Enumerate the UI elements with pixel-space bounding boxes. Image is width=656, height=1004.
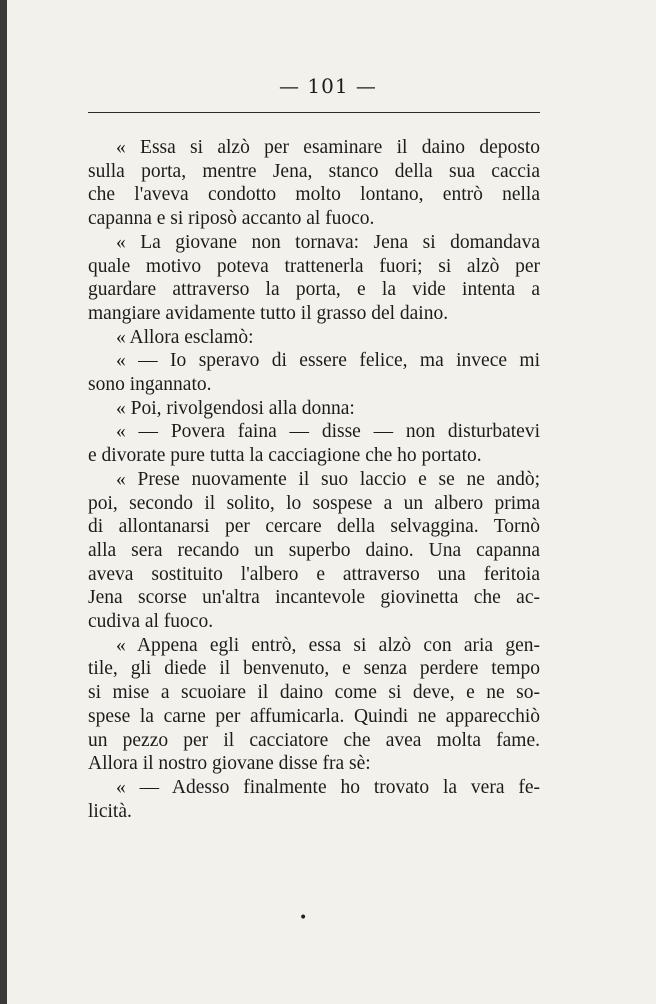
text-line: « — Adesso finalmente ho trovato la vera fe- bbox=[116, 776, 540, 798]
page-number: — 101 — bbox=[279, 74, 377, 98]
text-line: spese la carne per affumicarla. Quindi ne apparecchiò bbox=[88, 705, 540, 727]
text-line: Allora il nostro giovane disse fra sè: bbox=[88, 753, 371, 775]
text-line: « Poi, rivolgendosi alla donna: bbox=[116, 397, 355, 419]
text-line: « Allora esclamò: bbox=[116, 326, 254, 348]
text-line: « Appena egli entrò, essa si alzò con aria gen- bbox=[116, 634, 540, 656]
text-line: guardare attraverso la porta, e la vide intenta a bbox=[88, 279, 540, 301]
text-line: licità. bbox=[88, 800, 132, 822]
text-line: poi, secondo il solito, lo sospese a un albero prima bbox=[88, 492, 540, 514]
text-line: si mise a scuoiare il daino come si deve, e ne so- bbox=[88, 682, 540, 704]
text-line: « La giovane non tornava: Jena si domandava bbox=[116, 231, 540, 253]
text-line: Jena scorse un'altra incantevole giovinetta che ac- bbox=[88, 587, 540, 609]
text-line: quale motivo poteva trattenerla fuori; si alzò per bbox=[88, 255, 540, 277]
text-line: aveva sostituito l'albero e attraverso una feritoia bbox=[88, 563, 540, 585]
text-line: alla sera recando un superbo daino. Una capanna bbox=[88, 539, 540, 561]
page-binding-edge bbox=[0, 0, 7, 1004]
header-rule bbox=[88, 112, 540, 113]
text-line: « Prese nuovamente il suo laccio e se ne andò; bbox=[116, 468, 540, 490]
text-line: « — Io speravo di essere felice, ma invece mi bbox=[116, 350, 540, 372]
text-line: cudiva al fuoco. bbox=[88, 611, 214, 633]
text-line: un pezzo per il cacciatore che avea molta fame. bbox=[88, 729, 540, 751]
text-line: e divorate pure tutta la cacciagione che ho portato. bbox=[88, 445, 482, 467]
text-line: tile, gli diede il benvenuto, e senza perdere tempo bbox=[88, 658, 540, 680]
text-line: che l'aveva condotto molto lontano, entrò nella bbox=[88, 184, 540, 206]
body-text bbox=[88, 136, 540, 823]
ornament-mark: • bbox=[299, 910, 308, 926]
text-line: di allontanarsi per cercare della selvaggina. Tornò bbox=[88, 516, 540, 538]
text-line: « — Povera faina — disse — non disturbatevi bbox=[116, 421, 540, 443]
text-line: « Essa si alzò per esaminare il daino deposto bbox=[116, 137, 540, 158]
text-line: capanna e si riposò accanto al fuoco. bbox=[88, 208, 375, 230]
text-line: mangiare avidamente tutto il grasso del daino. bbox=[88, 302, 449, 324]
text-line: sulla porta, mentre Jena, stanco della sua caccia bbox=[88, 160, 540, 182]
text-line: sono ingannato. bbox=[88, 374, 212, 396]
